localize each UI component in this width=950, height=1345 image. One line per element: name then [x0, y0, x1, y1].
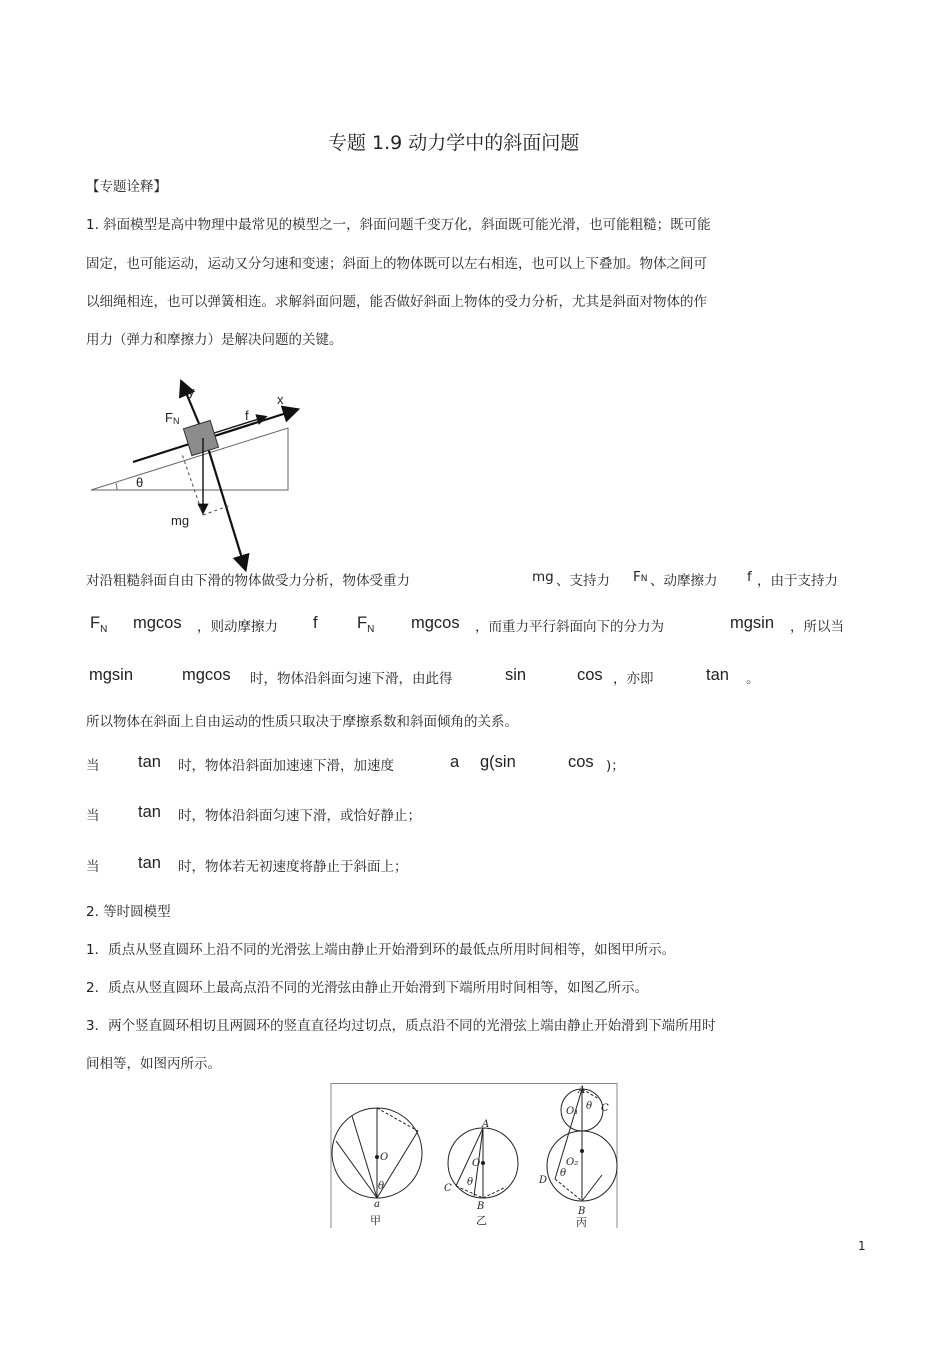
- case-dang: 当: [86, 859, 100, 875]
- point-o: O: [380, 1152, 389, 1163]
- symbol-fn: $F_N$: [90, 614, 108, 635]
- symbol-a: a: [450, 753, 460, 771]
- analysis-text: 、支持力: [556, 573, 610, 589]
- symbol-fn: $F_N$: [357, 614, 375, 635]
- y-label: y: [188, 384, 195, 399]
- analysis-text: ，所以当: [790, 619, 844, 635]
- symbol-mg: mg: [532, 569, 554, 585]
- symbol-cos: cos: [577, 666, 603, 684]
- analysis-text: ，而重力平行斜面向下的分力为: [475, 619, 664, 635]
- caption-yi: 乙: [476, 1214, 487, 1227]
- symbol-f: f: [747, 569, 752, 585]
- analysis-text: 。: [746, 671, 760, 687]
- symbol-tan: tan: [138, 753, 161, 771]
- point-A: A: [482, 1119, 490, 1130]
- point-B: B: [477, 1201, 485, 1212]
- point-a: a: [374, 1199, 380, 1210]
- point-D: D: [539, 1175, 548, 1186]
- theta-label: θ: [467, 1177, 474, 1188]
- point-A: A: [578, 1085, 586, 1096]
- symbol-tan: tan: [138, 803, 161, 821]
- symbol-mgsin: mgsin: [89, 666, 134, 684]
- symbol-fn: FN: [633, 569, 648, 585]
- theta-label: θ: [136, 475, 144, 490]
- analysis-text: 对沿粗糙斜面自由下滑的物体做受力分析，物体受重力: [86, 573, 410, 589]
- symbol-g-sin: g(sin: [480, 753, 516, 771]
- symbol-mgcos: mgcos: [182, 666, 231, 684]
- isochronous-circle-figure: [330, 1083, 618, 1228]
- case-dang: 当: [86, 758, 100, 774]
- component-dash: [182, 454, 203, 515]
- incline-force-diagram: [85, 372, 305, 572]
- symbol-tan: tan: [706, 666, 729, 684]
- list-item: 1．质点从竖直圆环上沿不同的光滑弦上端由静止开始滑到环的最低点所用时间相等，如图甲所示。: [86, 942, 676, 958]
- case-end: )；: [606, 758, 625, 774]
- intro-line: 以细绳相连，也可以弹簧相连。求解斜面问题，能否做好斜面上物体的受力分析，尤其是斜面对物体的作: [86, 294, 707, 310]
- case-text: 时，物体若无初速度将静止于斜面上；: [178, 859, 408, 875]
- mg-label: mg: [171, 513, 190, 528]
- intro-line: 1. 斜面模型是高中物理中最常见的模型之一，斜面问题千变万化，斜面既可能光滑，也可能粗糙；既可能: [86, 217, 711, 233]
- page-number: 1: [858, 1239, 866, 1253]
- theta-label: θ: [378, 1181, 385, 1192]
- symbol-tan: tan: [138, 854, 161, 872]
- section-header: 【专题诠释】: [86, 179, 167, 195]
- list-item: 间相等，如图丙所示。: [86, 1056, 221, 1072]
- symbol-mgsin: mgsin: [730, 614, 775, 632]
- figure-jia: [332, 1108, 422, 1198]
- friction-arrow: [211, 417, 265, 434]
- point-o2: O₂: [566, 1157, 579, 1168]
- case-text: 时，物体沿斜面匀速下滑，或恰好静止；: [178, 808, 421, 824]
- intro-line: 固定，也可能运动，运动又分匀速和变速；斜面上的物体既可以左右相连，也可以上下叠加。物体之间可: [86, 256, 707, 272]
- analysis-text: 时，物体沿斜面匀速下滑，由此得: [250, 671, 453, 687]
- page-title: 专题 1.9 动力学中的斜面问题: [328, 132, 580, 154]
- symbol-sin: sin: [505, 666, 527, 684]
- symbol-f: f: [313, 614, 318, 632]
- symbol-cos: cos: [568, 753, 594, 771]
- point-C: C: [601, 1103, 609, 1114]
- symbol-mgcos: mgcos: [411, 614, 460, 632]
- analysis-text: 、动摩擦力: [650, 573, 718, 589]
- theta-label: θ: [560, 1168, 567, 1179]
- intro-line: 用力（弹力和摩擦力）是解决问题的关键。: [86, 332, 343, 348]
- analysis-text: 所以物体在斜面上自由运动的性质只取决于摩擦系数和斜面倾角的关系。: [86, 714, 518, 730]
- case-text: 时，物体沿斜面加速速下滑，加速度: [178, 758, 394, 774]
- fn-label: FN: [165, 410, 180, 426]
- caption-jia: 甲: [370, 1214, 381, 1227]
- section-heading: 2. 等时圆模型: [86, 904, 171, 920]
- point-C: C: [444, 1183, 452, 1194]
- figure-yi: [448, 1128, 518, 1198]
- list-item: 3．两个竖直圆环相切且两圆环的竖直直径均过切点，质点沿不同的光滑弦上端由静止开始滑到下端所用时: [86, 1018, 716, 1034]
- caption-bing: 丙: [576, 1216, 587, 1228]
- analysis-text: ，由于支持力: [757, 573, 838, 589]
- point-o: O: [472, 1158, 481, 1169]
- case-dang: 当: [86, 808, 100, 824]
- f-label: f: [245, 408, 249, 423]
- normal-line: [205, 438, 245, 568]
- point-B: B: [578, 1206, 586, 1217]
- x-label: x: [277, 392, 284, 407]
- angle-arc: [116, 483, 117, 490]
- symbol-mgcos: mgcos: [133, 614, 182, 632]
- analysis-text: ，亦即: [613, 671, 654, 687]
- theta-label: θ: [586, 1101, 593, 1112]
- analysis-text: ，则动摩擦力: [197, 619, 278, 635]
- block: [183, 420, 218, 455]
- list-item: 2．质点从竖直圆环上最高点沿不同的光滑弦由静止开始滑到下端所用时间相等，如图乙所示。: [86, 980, 649, 996]
- point-o1: O₁: [566, 1106, 579, 1117]
